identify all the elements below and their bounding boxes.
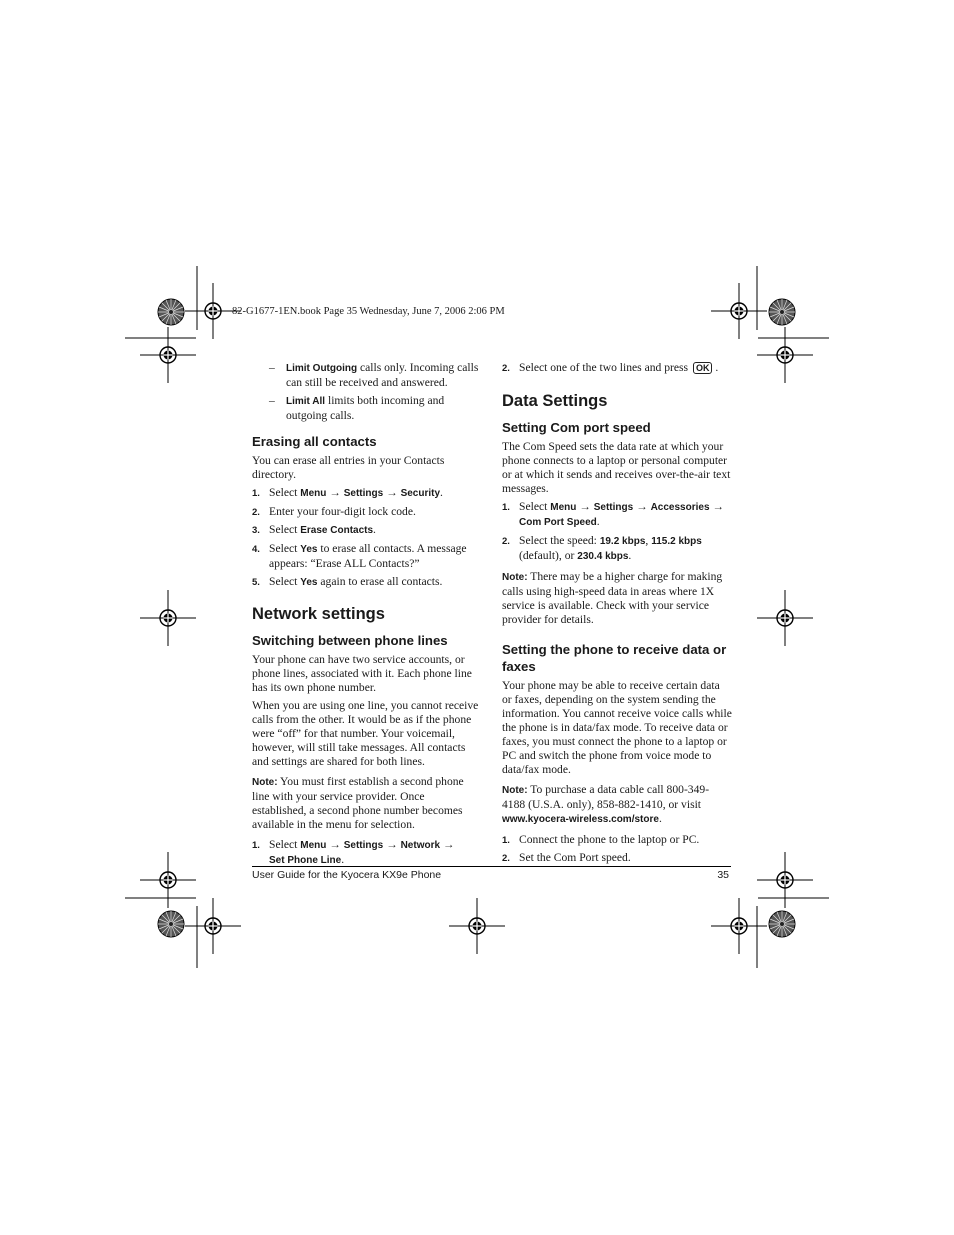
menu-option: Limit Outgoing — [286, 363, 358, 374]
paragraph: The Com Speed sets the data rate at which your phone connects to a laptop or personal computer or at which it sends and receives over-the-air text messages. — [502, 440, 731, 495]
paragraph: Your phone can have two service accounts, or phone lines, associated with it. Each phone line has its own phone number. — [252, 653, 472, 694]
step-text: Select the speed: — [519, 534, 600, 547]
step-text: Select — [269, 523, 301, 536]
list-item-text: calls only. Incoming calls can still be received and answered. — [286, 361, 479, 389]
step-number: 1. — [502, 835, 510, 846]
menu-option: Com Port Speed — [519, 517, 597, 528]
paragraph: Your phone may be able to receive certain data or faxes, depending on the system sending the information. You cannot receive voice calls while the phone is in data/fax mode. To receive data or faxes, you must connect the phone to a laptop or PC and switch the phone from voice mode to data/fax mode. — [502, 679, 732, 776]
step-text: Select one of the two lines and press — [519, 361, 691, 374]
step-text: Select — [269, 486, 301, 499]
menu-option: Erase Contacts — [300, 525, 374, 536]
section-heading: Setting the phone to receive data or faxes — [502, 642, 727, 674]
step-text: , — [645, 534, 652, 547]
list-item — [252, 361, 480, 390]
list-item-text: limits both incoming and outgoing calls. — [286, 394, 445, 422]
note-label: Note: — [502, 785, 528, 796]
step — [502, 851, 732, 865]
arrow: → — [383, 838, 401, 851]
step-text: . — [596, 515, 600, 528]
step-number: 2. — [502, 853, 510, 864]
left-column — [252, 361, 480, 872]
step-number: 3. — [252, 525, 260, 536]
step-text: again to erase all contacts. — [317, 575, 443, 588]
section-heading: Switching between phone lines — [252, 633, 448, 648]
step — [502, 361, 732, 375]
note — [502, 783, 732, 827]
step-text: . — [628, 549, 632, 562]
step — [252, 505, 480, 519]
paragraph: When you are using one line, you cannot receive calls from the other. It would be as if the phone were “off” for that number. Your voicemail, however, will still take messages. All contacts and settings are shared for both lines. — [252, 699, 479, 768]
step-text: . — [373, 523, 376, 536]
step — [252, 486, 480, 501]
step-text: Connect the phone to the laptop or PC. — [519, 833, 700, 846]
step-number: 1. — [252, 488, 260, 499]
menu-option: Network — [400, 840, 441, 851]
print-slug: 82-G1677-1EN.book Page 35 Wednesday, June 7, 2006 2:06 PM — [232, 306, 505, 317]
arrow: → — [326, 838, 344, 851]
menu-option: Settings — [343, 840, 384, 851]
step-text: . — [341, 853, 345, 866]
step — [502, 833, 732, 847]
dash-marker: – — [269, 361, 275, 374]
step-text: Set the Com Port speed. — [519, 851, 631, 864]
step-text: to erase all contacts. A message appears: “Erase ALL Contacts?” — [269, 542, 467, 570]
note-text: To purchase a data cable call 800-349-4188 (U.S.A. only), 858-882-1410, or visit — [502, 783, 710, 811]
section-title: Data Settings — [502, 392, 608, 410]
menu-option: Menu — [550, 502, 577, 513]
footer-title: User Guide for the Kyocera KX9e Phone — [252, 869, 442, 881]
step-text: Enter your four-digit lock code. — [269, 505, 416, 518]
note-label: Note: — [502, 572, 528, 583]
note-text: There may be a higher charge for making calls using high-speed data in areas where 1X service is available. Check with your service provider for details. — [502, 570, 723, 626]
step-text: Select — [269, 838, 301, 851]
step-number: 1. — [252, 840, 260, 851]
arrow: → — [576, 500, 594, 513]
menu-option: 19.2 kbps — [599, 536, 646, 547]
menu-option: Menu — [300, 840, 327, 851]
step-number: 2. — [252, 507, 260, 518]
arrow: → — [326, 486, 344, 499]
step — [252, 523, 480, 538]
paragraph: You can erase all entries in your Contacts directory. — [252, 454, 445, 481]
step-number: 4. — [252, 544, 260, 555]
dash-marker: – — [269, 394, 275, 407]
step-number: 2. — [502, 536, 510, 547]
step-number: 5. — [252, 577, 260, 588]
step-number: 2. — [502, 363, 510, 374]
arrow: → — [709, 500, 725, 513]
step — [252, 542, 480, 571]
menu-option: Yes — [300, 544, 318, 555]
note-text: You must first establish a second phone line with your service provider. Once established, a second phone number becomes available in the menu for selection. — [252, 775, 464, 831]
list-item — [252, 394, 480, 423]
step-text: Select — [269, 542, 301, 555]
step — [502, 500, 732, 530]
right-column — [502, 361, 732, 869]
menu-option: Security — [400, 488, 441, 499]
menu-option: 115.2 kbps — [651, 536, 702, 547]
note-text: . — [658, 812, 662, 825]
step-text: Select — [519, 500, 551, 513]
step — [252, 838, 480, 868]
page-footer — [252, 866, 731, 881]
section-heading: Erasing all contacts — [252, 434, 377, 449]
menu-option: Limit All — [286, 396, 326, 407]
page-number: 35 — [717, 869, 729, 881]
step-text: . — [712, 361, 719, 374]
menu-option: Settings — [593, 502, 634, 513]
menu-option: 230.4 kbps — [577, 551, 629, 562]
menu-option: Settings — [343, 488, 384, 499]
step-text: (default), or — [519, 549, 578, 562]
step — [502, 534, 732, 564]
ok-key-icon: OK — [693, 362, 713, 374]
note-label: Note: — [252, 777, 278, 788]
menu-option: Menu — [300, 488, 327, 499]
step-text: . — [440, 486, 443, 499]
menu-option: Accessories — [650, 502, 710, 513]
note — [252, 775, 480, 832]
menu-option: Set Phone Line — [269, 855, 342, 866]
note — [502, 570, 732, 627]
menu-option: Yes — [300, 577, 318, 588]
arrow: → — [440, 838, 455, 851]
store-url: www.kyocera-wireless.com/store — [502, 814, 659, 825]
step — [252, 575, 480, 590]
section-title: Network settings — [252, 605, 385, 623]
step-text: Select — [269, 575, 301, 588]
section-heading: Setting Com port speed — [502, 420, 651, 435]
arrow: → — [383, 486, 401, 499]
step-number: 1. — [502, 502, 510, 513]
arrow: → — [633, 500, 651, 513]
